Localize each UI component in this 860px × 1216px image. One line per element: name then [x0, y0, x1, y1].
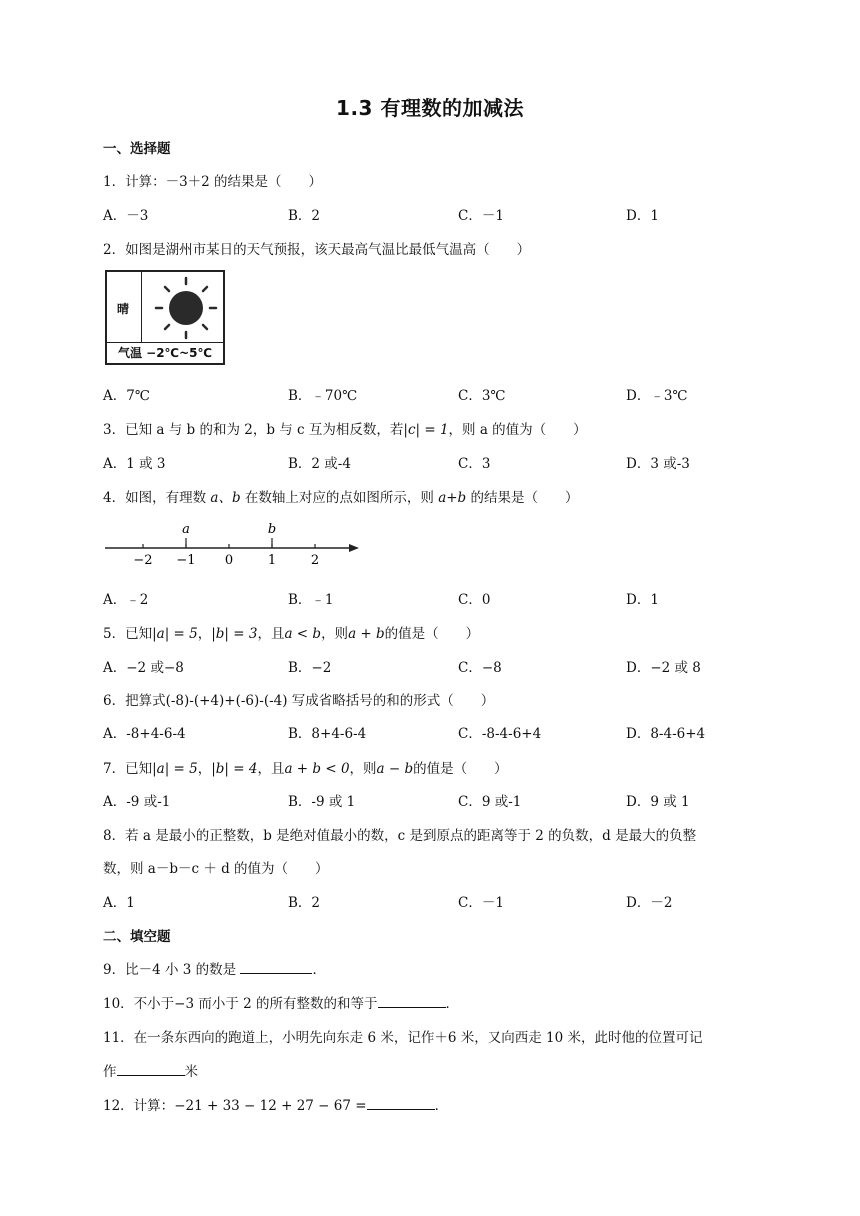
q7-option-d[interactable]: D．9 或 1	[626, 794, 690, 810]
weather-forecast-figure	[105, 270, 225, 365]
q8-option-a[interactable]: A．1	[103, 895, 135, 911]
q4-option-d[interactable]: D．1	[626, 592, 659, 608]
question-9: 9．比－4 小 3 的数是 ．	[103, 962, 326, 978]
question-4-stem: 4．如图，有理数 a、b 在数轴上对应的点如图所示，则 a+b 的结果是（ ）	[103, 490, 579, 506]
q1-option-b[interactable]: B．2	[288, 208, 321, 224]
sun-icon	[151, 274, 221, 342]
tick-label: −1	[176, 553, 196, 568]
q2-option-a[interactable]: A．7℃	[103, 388, 150, 404]
math-expression: −21 + 33 − 12 + 27 − 67 =	[174, 1098, 367, 1114]
q3-option-b[interactable]: B．2 或-4	[288, 456, 351, 472]
answer-blank[interactable]	[117, 1063, 185, 1076]
section-heading-choice: 一、选择题	[103, 141, 171, 157]
answer-blank[interactable]	[378, 995, 446, 1008]
tick-label: 2	[310, 553, 320, 568]
q6-option-a[interactable]: A．-8+4-6-4	[103, 726, 186, 742]
q5-option-d[interactable]: D．−2 或 8	[626, 660, 701, 676]
question-11-line2: 作 米	[103, 1064, 198, 1080]
q2-option-c[interactable]: C．3℃	[458, 388, 506, 404]
question-7-stem: 7．已知|a| = 5，|b| = 4，且a + b < 0，则a − b的值是（ ）	[103, 761, 508, 777]
answer-blank[interactable]	[240, 961, 312, 974]
q2-option-d[interactable]: D．﹣3℃	[626, 388, 688, 404]
q1-option-d[interactable]: D．1	[626, 208, 659, 224]
point-label: b	[267, 522, 277, 537]
question-8-stem-line2: 数，则 a－b－c ＋ d 的值为（ ）	[103, 861, 329, 877]
question-8-stem-line1: 8．若 a 是最小的正整数，b 是绝对值最小的数，c 是到原点的距离等于 2 的负数，d 是最大的负整	[103, 828, 697, 844]
answer-blank[interactable]	[367, 1097, 435, 1110]
question-6-stem: 6．把算式(-8)-(+4)+(-6)-(-4) 写成省略括号的和的形式（ ）	[103, 693, 495, 709]
q8-option-c[interactable]: C．－1	[458, 895, 504, 911]
tick-label: 1	[267, 553, 277, 568]
temperature-range: 气温 −2℃~5℃	[117, 346, 213, 360]
point-label: a	[182, 522, 190, 537]
question-10: 10．不小于−3 而小于 2 的所有整数的和等于 ．	[103, 996, 460, 1012]
q3-option-d[interactable]: D．3 或-3	[626, 456, 690, 472]
q1-option-a[interactable]: A．－3	[103, 208, 149, 224]
q4-option-c[interactable]: C．0	[458, 592, 491, 608]
q6-option-c[interactable]: C．-8-4-6+4	[458, 726, 542, 742]
question-3-stem: 3．已知 a 与 b 的和为 2，b 与 c 互为相反数，若|c| = 1，则 a 的值为（ ）	[103, 422, 587, 438]
question-2-stem: 2．如图是湖州市某日的天气预报，该天最高气温比最低气温高（ ）	[103, 242, 531, 258]
q8-option-b[interactable]: B．2	[288, 895, 321, 911]
q3-option-a[interactable]: A．1 或 3	[103, 456, 166, 472]
arrow-icon	[349, 544, 359, 552]
math-expression: |c| = 1	[403, 422, 449, 438]
page-title: 1.3 有理数的加减法	[336, 96, 524, 120]
q5-option-a[interactable]: A．−2 或−8	[103, 660, 184, 676]
question-5-stem: 5．已知|a| = 5，|b| = 3，且a < b，则a + b的值是（ ）	[103, 626, 480, 642]
q7-option-c[interactable]: C．9 或-1	[458, 794, 522, 810]
q2-option-b[interactable]: B．﹣70℃	[288, 388, 358, 404]
q7-option-b[interactable]: B．-9 或 1	[288, 794, 356, 810]
number-line-figure	[103, 520, 368, 570]
section-heading-fill: 二、填空题	[103, 929, 171, 945]
question-1-stem: 1．计算：－3＋2 的结果是（ ）	[103, 174, 323, 190]
q8-option-d[interactable]: D．－2	[626, 895, 673, 911]
q4-option-a[interactable]: A．﹣2	[103, 592, 149, 608]
q5-option-c[interactable]: C．−8	[458, 660, 502, 676]
q6-option-b[interactable]: B．8+4-6-4	[288, 726, 367, 742]
q7-option-a[interactable]: A．-9 或-1	[103, 794, 171, 810]
q3-option-c[interactable]: C．3	[458, 456, 491, 472]
tick-label: 0	[224, 553, 234, 568]
q4-option-b[interactable]: B．﹣1	[288, 592, 334, 608]
q5-option-b[interactable]: B．−2	[288, 660, 332, 676]
q6-option-d[interactable]: D．8-4-6+4	[626, 726, 706, 742]
question-11-line1: 11．在一条东西向的跑道上，小明先向东走 6 米，记作＋6 米，又向西走 10 米，此时他的位置可记	[103, 1030, 703, 1046]
weather-label: 晴	[117, 302, 130, 316]
question-12: 12．计算：−21 + 33 − 12 + 27 − 67 = ．	[103, 1098, 449, 1114]
q1-option-c[interactable]: C．－1	[458, 208, 504, 224]
tick-label: −2	[133, 553, 153, 568]
